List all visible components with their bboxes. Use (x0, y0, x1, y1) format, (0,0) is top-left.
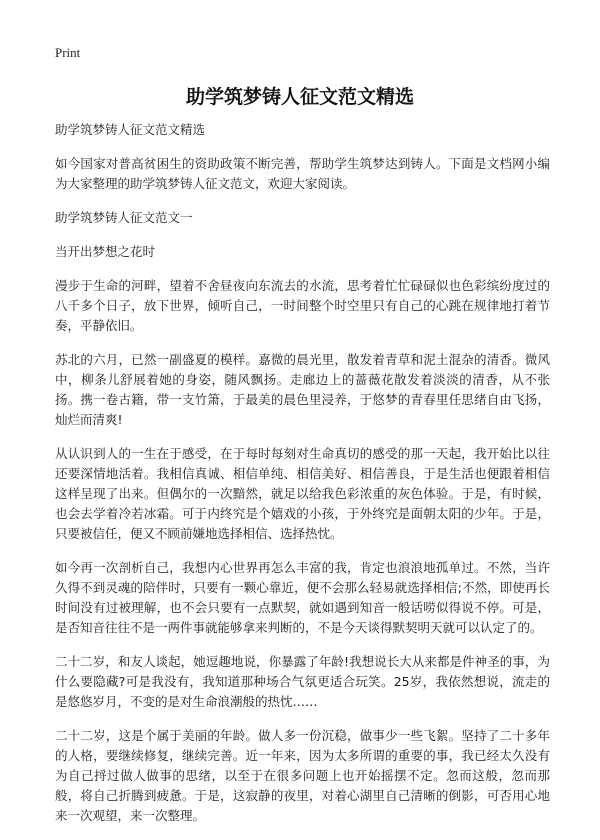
paragraph: 漫步于生命的河畔，望着不舍昼夜向东流去的水流，思考着忙忙碌碌似也色彩缤纷度过的八千多个日子，放下世界，倾听自己，一时间整个时空里只有自己的心跳在规律地打着节奏，平静依旧。 (55, 278, 550, 333)
paragraph: 助学筑梦铸人征文范文一 (55, 210, 193, 225)
document-title: 助学筑梦铸人征文范文精选 (185, 86, 414, 108)
paragraph: 苏北的六月，已然一副盛夏的模样。嘉微的晨光里，散发着青草和泥土混杂的清香。微风中，柳条儿舒展着她的身姿，随风飘扬。走廊边上的蔷薇花散发着淡淡的清香，从不张扬。携一卷古籍，带一支竹箫，于最美的晨色里浸养，于悠梦的青春里任思绪自由飞扬，灿烂而清爽! (55, 352, 550, 427)
paragraph: 助学筑梦铸人征文范文精选 (55, 122, 206, 137)
print-link[interactable]: Print (55, 45, 81, 60)
article-body (55, 120, 550, 840)
paragraph: 从认识到人的一生在于感受，在于每时每刻对生命真切的感受的那一天起，我开始比以往还要深情地活着。我相信真诚、相信单纯、相信美好、相信善良，于是生活也便跟着相信这样呈现了出来。但偶尔的一次黯然，就足以给我色彩浓重的灰色体验。于是，有时候，也会去学着冷若冰霜。可于内终究是个嬉戏的小孩，于外终究是面朝太阳的少年。于是，只要被信任，便又不顾前嫌地选择相信、选择热忱。 (55, 446, 550, 541)
paragraph: 如今再一次剖析自己，我想内心世界再怎么丰富的我，肯定也浪浪地孤单过。不然，当许久得不到灵魂的陪伴时，只要有一颗心靠近，便不会那么轻易就选择相信;不然，即使再长时间没有过被理解，也不会只要有一点默契，就如遇到知音一般话唠似得说不停。可是，是否知音往往不是一两件事就能够拿来判断的，不是今天谈得默契明天就可以认定了的。 (55, 560, 550, 635)
paragraph: 当开出梦想之花时 (55, 244, 156, 259)
paragraph: 如今国家对普高贫困生的资助政策不断完善，帮助学生筑梦达到铸人。下面是文档网小编为大家整理的助学筑梦铸人征文范文，欢迎大家阅读。 (55, 156, 550, 191)
paragraph: 二十二岁，这是个属于美丽的年龄。做人多一份沉稳，做事少一些飞絮。坚持了二十多年的人格，要继续修复，继续完善。近一年来，因为太多所谓的重要的事，我已经太久没有为自己捋过做人做事的思绪，以至于在很多问题上也开始摇摆不定。忽而这般，忽而那般，将自己折腾到疲惫。于是，这寂静的夜里，对着心湖里自己清晰的倒影，可否用心地来一次观望，来一次整理。 (55, 728, 550, 823)
paragraph: 二十二岁，和友人谈起，她逗趣地说，你暴露了年龄!我想说长大从来都是件神圣的事，为什么要隐藏?可是我没有，我知道那种场合气氛更适合玩笑。25岁，我依然想说，流走的是悠悠岁月，不变的是对生命浪潮般的热忱…… (55, 654, 550, 709)
